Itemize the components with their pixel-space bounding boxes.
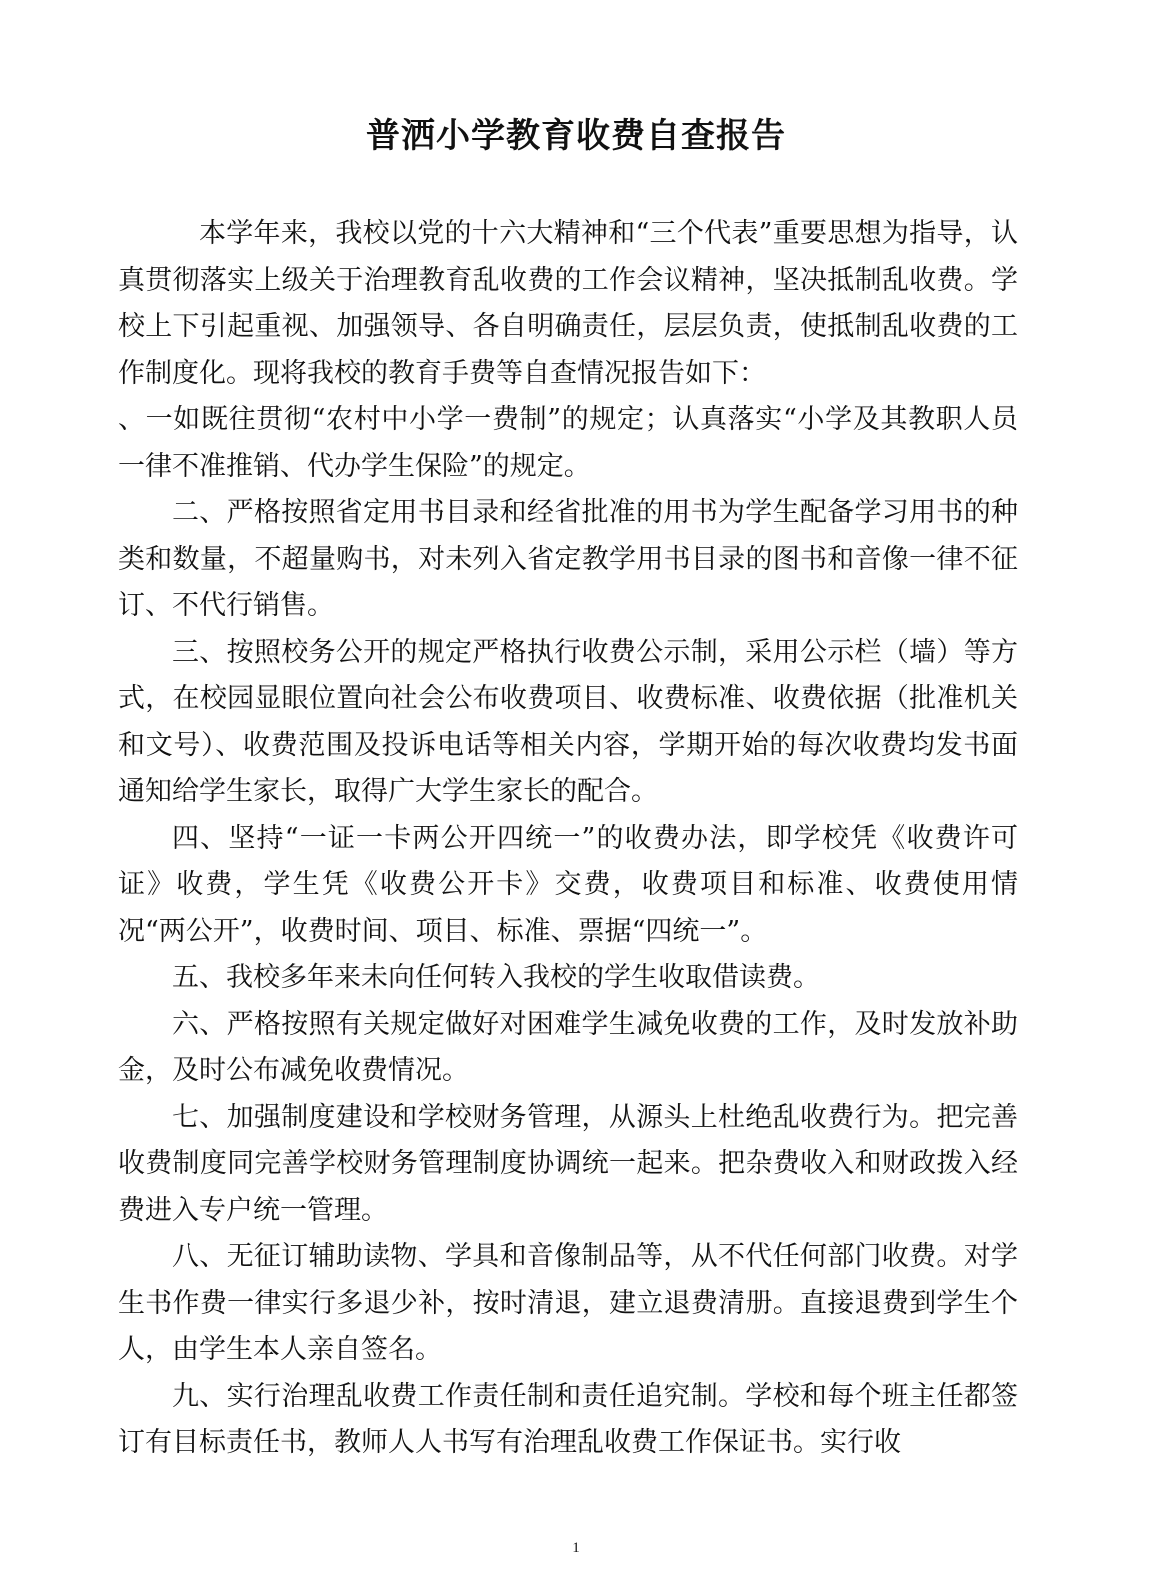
item-1-paragraph: 、一如既往贯彻“农村中小学一费制”的规定；认真落实“小学及其教职人员一律不准推销、代办学生保险”的规定。 [118,404,1018,482]
document-body [118,211,1018,1467]
item-9-paragraph: 九、实行治理乱收费工作责任制和责任追究制。学校和每个班主任都签订有目标责任书，教师人人书写有治理乱收费工作保证书。实行收 [118,1380,1018,1458]
document-title: 普洒小学教育收费自查报告 [366,116,786,156]
page-number: 1 [572,1540,580,1556]
item-5-paragraph: 五、我校多年来未向任何转入我校的学生收取借读费。 [172,962,820,993]
item-3-paragraph: 三、按照校务公开的规定严格执行收费公示制，采用公示栏（墙）等方式，在校园显眼位置向社会公布收费项目、收费标准、收费依据（批准机关和文号）、收费范围及投诉电话等相关内容，学期开始的每次收费均发书面通知给学生家长，取得广大学生家长的配合。 [118,636,1018,807]
item-7-paragraph: 七、加强制度建设和学校财务管理，从源头上杜绝乱收费行为。把完善收费制度同完善学校财务管理制度协调统一起来。把杂费收入和财政拨入经费进入专户统一管理。 [118,1101,1018,1226]
intro-paragraph: 本学年来，我校以党的十六大精神和“三个代表”重要思想为指导，认真贯彻落实上级关于治理教育乱收费的工作会议精神，坚决抵制乱收费。学校上下引起重视、加强领导、各自明确责任，层层负责，使抵制乱收费的工作制度化。现将我校的教育手费等自查情况报告如下： [118,218,1018,389]
item-2-paragraph: 二、严格按照省定用书目录和经省批准的用书为学生配备学习用书的种类和数量，不超量购书，对未列入省定教学用书目录的图书和音像一律不征订、不代行销售。 [118,497,1018,621]
item-4-paragraph: 四、坚持“一证一卡两公开四统一”的收费办法，即学校凭《收费许可证》收费，学生凭《收费公开卡》交费，收费项目和标准、收费使用情况“两公开”，收费时间、项目、标准、票据“四统一”。 [118,822,1018,947]
item-8-paragraph: 八、无征订辅助读物、学具和音像制品等，从不代任何部门收费。对学生书作费一律实行多退少补，按时清退，建立退费清册。直接退费到学生个人，由学生本人亲自签名。 [118,1241,1018,1365]
item-6-paragraph: 六、严格按照有关规定做好对困难学生减免收费的工作，及时发放补助金，及时公布减免收费情况。 [118,1008,1018,1086]
